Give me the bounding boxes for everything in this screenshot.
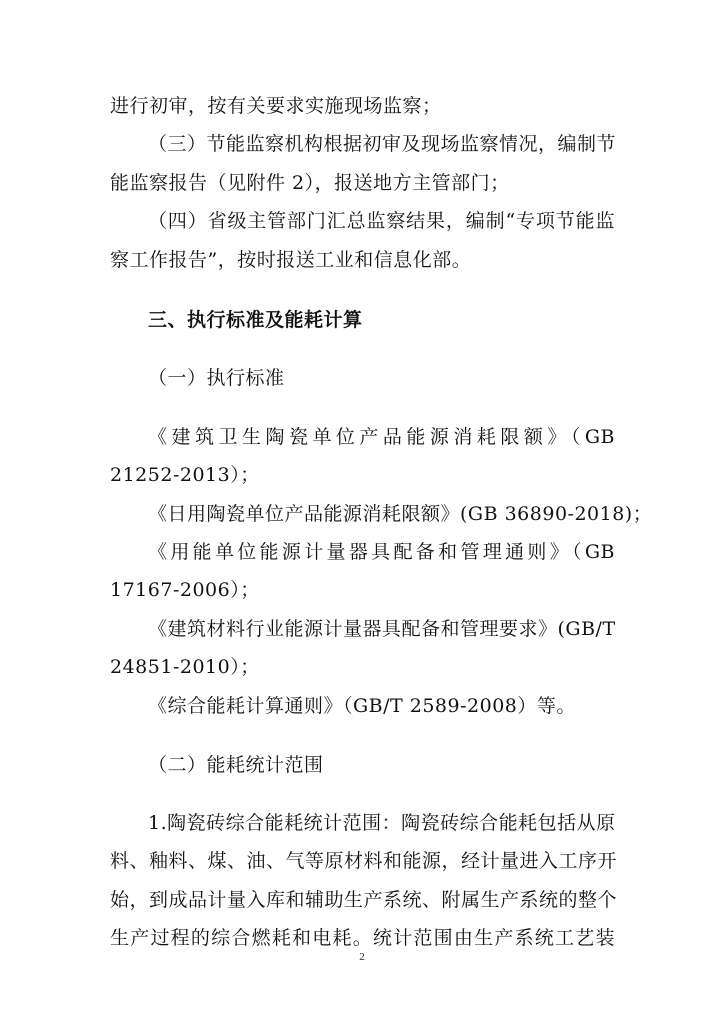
paragraph-line: 1.陶瓷砖综合能耗统计范围：陶瓷砖综合能耗包括从原 — [148, 812, 616, 834]
standard-reference-continued: 24851-2010）； — [110, 656, 260, 678]
paragraph-line: （三）节能监察机构根据初审及现场监察情况，编制节 — [148, 133, 617, 155]
standard-reference: 《建筑卫生陶瓷单位产品能源消耗限额》（GB — [148, 426, 615, 448]
paragraph-line: （四）省级主管部门汇总监察结果，编制“专项节能监 — [148, 210, 615, 232]
paragraph-line: 始，到成品计量入库和辅助生产系统、附属生产系统的整个 — [110, 889, 618, 911]
paragraph-line: 能监察报告（见附件 2），报送地方主管部门； — [110, 172, 510, 194]
standard-reference-continued: 21252-2013）； — [110, 464, 260, 486]
standard-reference: 《建筑材料行业能源计量器具配备和管理要求》(GB/T — [148, 618, 616, 640]
standard-reference-continued: 17167-2006）； — [110, 579, 260, 601]
standard-reference: 《综合能耗计算通则》（GB/T 2589-2008）等。 — [148, 695, 576, 717]
paragraph-line: 料、釉料、煤、油、气等原材料和能源，经计量进入工序开 — [110, 850, 618, 872]
paragraph-line: 察工作报告”，按时报送工业和信息化部。 — [110, 249, 472, 271]
subsection-heading: （二）能耗统计范围 — [148, 754, 324, 776]
standard-reference: 《日用陶瓷单位产品能源消耗限额》(GB 36890-2018)； — [148, 503, 653, 525]
paragraph-line: 进行初审，按有关要求实施现场监察； — [110, 95, 442, 117]
standard-reference: 《用能单位能源计量器具配备和管理通则》（GB — [148, 541, 615, 563]
paragraph-line: 生产过程的综合燃耗和电耗。统计范围由生产系统工艺装 — [110, 927, 615, 949]
subsection-heading: （一）执行标准 — [148, 367, 285, 389]
page-number: 2 — [359, 951, 365, 963]
section-heading: 三、执行标准及能耗计算 — [148, 309, 363, 331]
